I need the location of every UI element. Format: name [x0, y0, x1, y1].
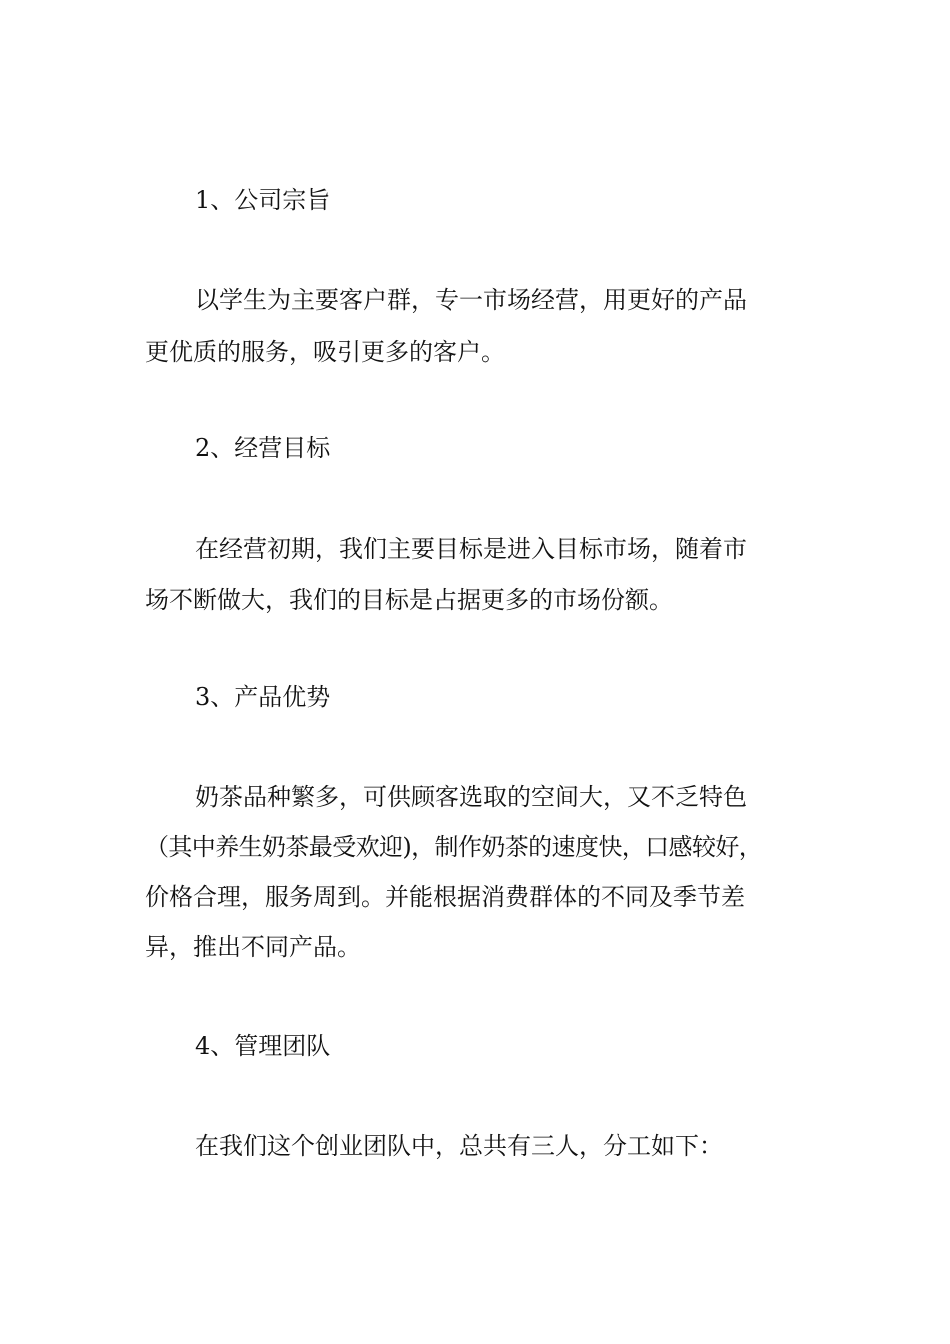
section-heading: 1、公司宗旨: [195, 186, 331, 214]
paragraph-line: 异，推出不同产品。: [145, 933, 361, 961]
section-heading: 4、管理团队: [195, 1032, 331, 1060]
section-heading: 2、经营目标: [195, 434, 331, 462]
paragraph-line: 在我们这个创业团队中，总共有三人，分工如下：: [195, 1132, 723, 1160]
paragraph-line: （其中养生奶茶最受欢迎)，制作奶茶的速度快，口感较好，: [145, 833, 763, 861]
paragraph-line: 场不断做大，我们的目标是占据更多的市场份额。: [145, 586, 673, 614]
paragraph-line: 在经营初期，我们主要目标是进入目标市场，随着市: [195, 535, 747, 563]
paragraph-line: 价格合理，服务周到。并能根据消费群体的不同及季节差: [145, 883, 745, 911]
paragraph-line: 奶茶品种繁多，可供顾客选取的空间大，又不乏特色: [195, 783, 747, 811]
paragraph-line: 更优质的服务，吸引更多的客户。: [145, 338, 505, 366]
section-heading: 3、产品优势: [195, 683, 331, 711]
paragraph-line: 以学生为主要客户群，专一市场经营，用更好的产品: [195, 286, 747, 314]
